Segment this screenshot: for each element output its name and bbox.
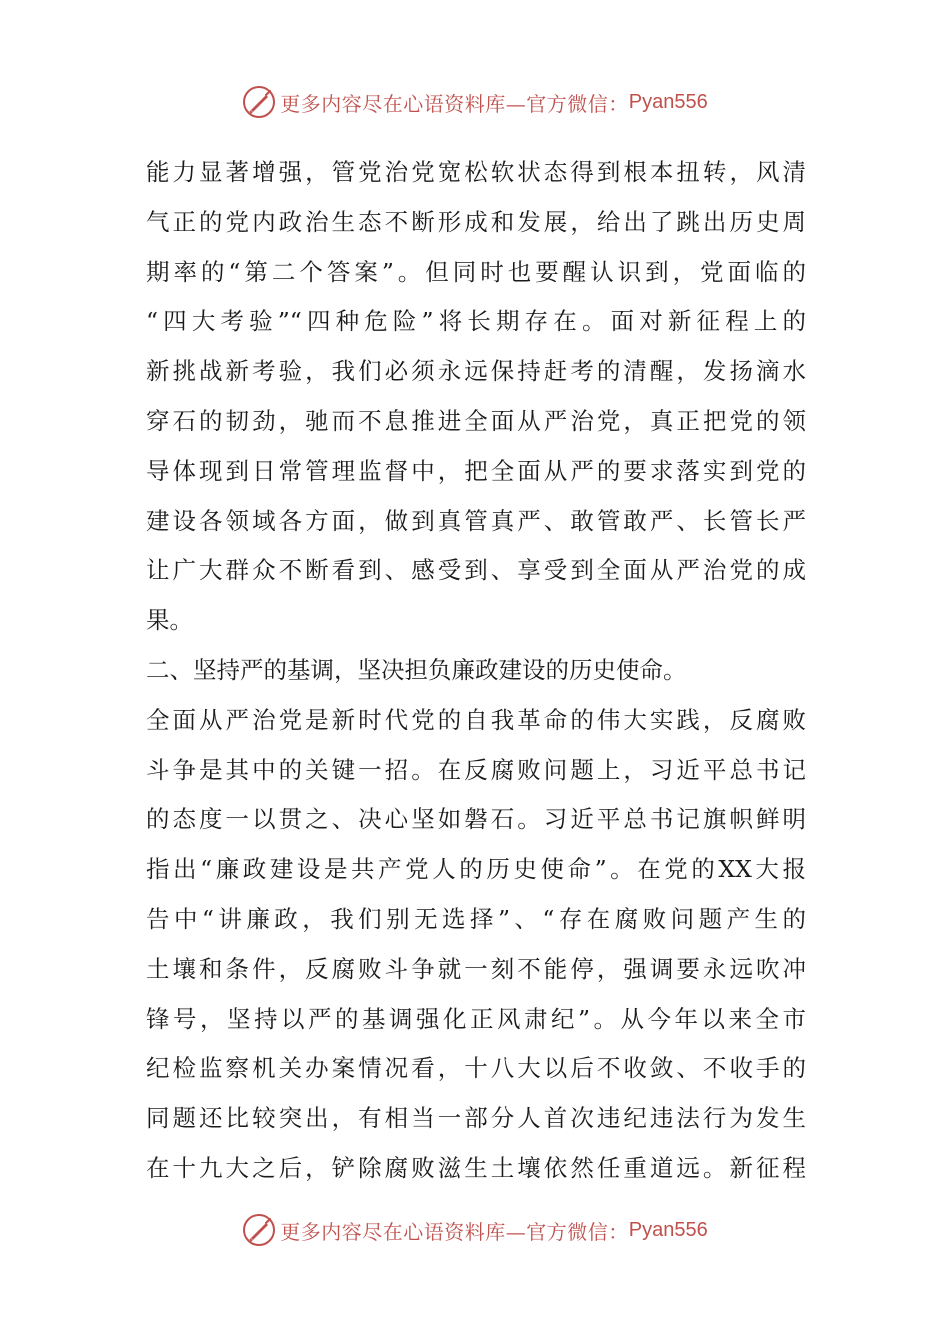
body-line: 果。 — [146, 606, 193, 635]
body-line: 纪检监察机关办案情况看，十八大以后不收敛、不收手的 — [146, 1054, 806, 1083]
body-line: 同题还比较突出，有相当一部分人首次违纪违法行为发生 — [146, 1104, 806, 1133]
footer-banner — [0, 1210, 950, 1250]
body-line: 气正的党内政治生态不断形成和发展，给出了跳出历史周 — [146, 207, 806, 236]
document-body — [146, 148, 806, 1194]
body-line: 全面从严治党是新时代党的自我革命的伟大实践，反腐败 — [146, 705, 806, 734]
body-line: 期率的“第二个答案”。但同时也要醒认识到，党面临的 — [146, 257, 806, 286]
footer-banner-handle: Pyan556 — [628, 1218, 708, 1241]
header-banner — [0, 82, 950, 122]
body-line: 锋号，坚持以严的基调强化正风肃纪”。从今年以来全市 — [146, 1004, 806, 1033]
body-line: 告中“讲廉政，我们别无选择”、“存在腐败问题产生的 — [146, 904, 806, 933]
body-line: 土壤和条件，反腐败斗争就一刻不能停，强调要永远吹冲 — [146, 954, 806, 983]
body-line: 的态度一以贯之、决心坚如磐石。习近平总书记旗帜鲜明 — [146, 805, 806, 834]
footer-banner-text: 更多内容尽在心语资料库—官方微信： — [280, 1219, 629, 1244]
body-line: 斗争是其中的关键一招。在反腐败问题上，习近平总书记 — [146, 755, 806, 784]
header-banner-text: 更多内容尽在心语资料库—官方微信： — [280, 91, 629, 116]
body-line: 能力显著增强，管党治党宽松软状态得到根本扭转，风清 — [146, 158, 806, 186]
body-line: 新挑战新考验，我们必须永远保持赶考的清醒，发扬滴水 — [146, 357, 806, 386]
quill-logo-icon — [242, 85, 276, 119]
body-line: 让广大群众不断看到、感受到、享受到全面从严治党的成 — [146, 556, 806, 585]
section-heading: 二、坚持严的基调，坚决担负廉政建设的历史使命。 — [146, 655, 687, 684]
header-banner-handle: Pyan556 — [628, 90, 708, 113]
body-line: 导体现到日常管理监督中，把全面从严的要求落实到党的 — [146, 456, 806, 485]
body-line: 穿石的韧劲，驰而不息推进全面从严治党，真正把党的领 — [146, 406, 806, 435]
body-line: “四大考验”“四种危险”将长期存在。面对新征程上的 — [146, 307, 806, 336]
body-line: 指出“廉政建设是共产党人的历史使命”。在党的XX大报 — [146, 855, 806, 884]
quill-logo-icon — [242, 1213, 276, 1247]
body-line: 在十九大之后，铲除腐败滋生土壤依然任重道远。新征程 — [146, 1153, 806, 1182]
body-line: 建设各领域各方面，做到真管真严、敢管敢严、长管长严 — [146, 506, 806, 535]
